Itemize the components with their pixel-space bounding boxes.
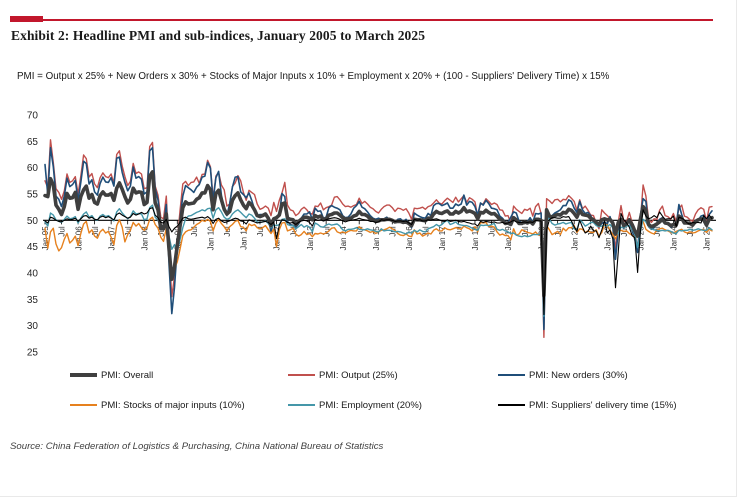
legend-item-new-orders (498, 369, 628, 381)
legend-label: PMI: Overall (101, 369, 154, 381)
svg-text:Jan 19: Jan 19 (504, 226, 514, 251)
svg-text:Jul: Jul (289, 226, 299, 237)
svg-text:30: 30 (26, 321, 38, 333)
legend-line-new-orders-icon (498, 374, 525, 376)
legend-line-output-icon (288, 374, 315, 375)
svg-text:Jul: Jul (586, 226, 596, 237)
exhibit-title: Exhibit 2: Headline PMI and sub-indices, January 2005 to March 2025 (11, 28, 426, 43)
svg-text:Jul: Jul (388, 226, 398, 237)
svg-text:Jan 07: Jan 07 (107, 226, 117, 251)
svg-text:Jan 09: Jan 09 (173, 226, 183, 251)
svg-text:Jan 15: Jan 15 (371, 226, 381, 251)
svg-text:Jan 14: Jan 14 (338, 226, 348, 251)
svg-text:Jan 17: Jan 17 (438, 226, 448, 251)
svg-text:Jan 13: Jan 13 (305, 226, 315, 251)
legend-line-overall-icon (70, 373, 97, 377)
legend-item-suppliers (498, 399, 677, 411)
svg-text:55: 55 (26, 189, 38, 201)
svg-text:Jul: Jul (454, 226, 464, 237)
svg-text:Jul: Jul (156, 226, 166, 237)
svg-text:40: 40 (26, 268, 38, 280)
legend-label: PMI: Stocks of major inputs (10%) (101, 399, 245, 411)
svg-text:Jul: Jul (223, 226, 233, 237)
svg-text:Jan 05: Jan 05 (41, 226, 51, 251)
svg-text:Jan 16: Jan 16 (405, 226, 415, 251)
legend-item-stocks (70, 399, 245, 411)
svg-text:Jul: Jul (256, 226, 266, 237)
svg-text:Jan 11: Jan 11 (239, 226, 249, 250)
svg-text:Jul: Jul (553, 226, 563, 237)
svg-text:Jan 08: Jan 08 (140, 226, 150, 251)
svg-text:Jan 06: Jan 06 (74, 226, 84, 251)
svg-text:Jan 23: Jan 23 (636, 226, 646, 251)
svg-text:Jul: Jul (355, 226, 365, 237)
svg-text:Jan 25: Jan 25 (702, 226, 712, 251)
svg-text:Jul: Jul (686, 226, 696, 237)
svg-text:Jan 10: Jan 10 (206, 226, 216, 251)
legend-item-output (288, 369, 398, 381)
svg-text:Jan 18: Jan 18 (471, 226, 481, 251)
svg-text:Jan 12: Jan 12 (272, 226, 282, 251)
svg-text:50: 50 (26, 215, 38, 227)
svg-text:Jan 20: Jan 20 (537, 226, 547, 251)
svg-text:60: 60 (26, 163, 38, 175)
svg-text:Jan 21: Jan 21 (570, 226, 580, 251)
svg-text:Jul: Jul (90, 226, 100, 237)
svg-text:Jan 22: Jan 22 (603, 226, 613, 251)
svg-text:Jul: Jul (322, 226, 332, 237)
svg-text:Jul: Jul (620, 226, 630, 237)
svg-text:Jul: Jul (57, 226, 67, 237)
legend-label: PMI: New orders (30%) (529, 369, 628, 381)
legend-line-stocks-icon (70, 404, 97, 405)
svg-text:35: 35 (26, 294, 38, 306)
legend-item-overall (70, 369, 153, 381)
svg-text:45: 45 (26, 242, 38, 254)
legend-line-employment-icon (288, 404, 315, 405)
pmi-formula-text: PMI = Output x 25% + New Orders x 30% + Stocks of Major Inputs x 10% + Employment x 20% + (100 - Suppliers' Delivery Time) x 15% (17, 71, 610, 82)
svg-text:Jul: Jul (190, 226, 200, 237)
legend-item-employment (288, 399, 422, 411)
svg-text:Jul: Jul (123, 226, 133, 237)
legend-line-suppliers-icon (498, 404, 525, 405)
svg-text:Jul: Jul (421, 226, 431, 237)
source-line: Source: China Federation of Logistics & Purchasing, China National Bureau of Statistics (10, 441, 384, 452)
legend-label: PMI: Suppliers' delivery time (15%) (529, 399, 677, 411)
svg-text:70: 70 (26, 110, 38, 122)
svg-text:Jan 24: Jan 24 (669, 226, 679, 251)
legend-label: PMI: Output (25%) (319, 369, 398, 381)
svg-text:Jul: Jul (487, 226, 497, 237)
legend-label: PMI: Employment (20%) (319, 399, 422, 411)
svg-text:25: 25 (26, 347, 38, 359)
svg-text:65: 65 (26, 136, 38, 148)
svg-text:Jul: Jul (653, 226, 663, 237)
svg-text:Jul: Jul (520, 226, 530, 237)
